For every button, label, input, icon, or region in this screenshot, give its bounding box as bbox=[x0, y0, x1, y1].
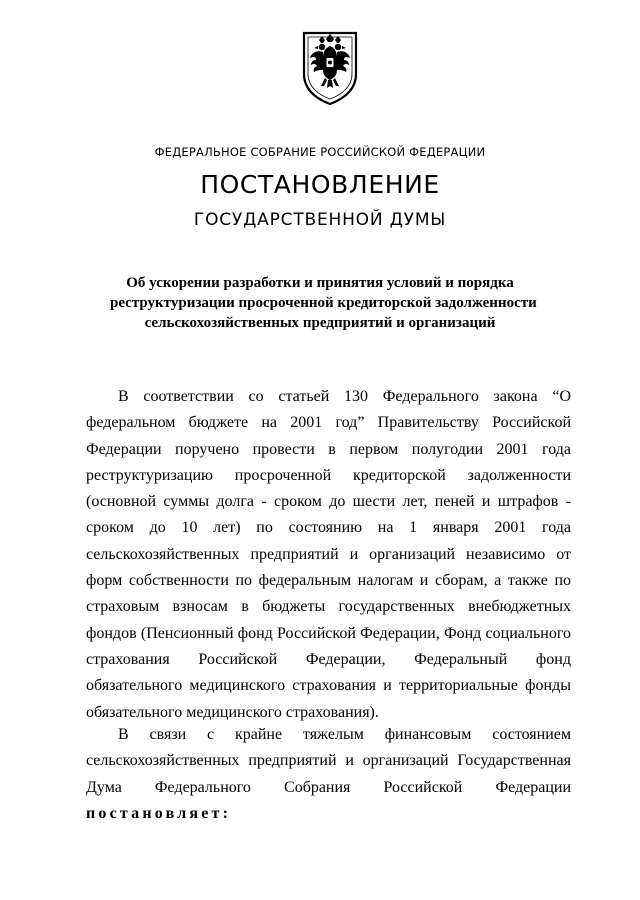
issuer-heading: ГОСУДАРСТВЕННОЙ ДУМЫ bbox=[193, 210, 447, 230]
text-line: обязательного медицинского страхования и территориальные фонды bbox=[86, 677, 571, 695]
russian-coat-of-arms-icon bbox=[301, 30, 359, 106]
subject-line: реструктуризации просроченной кредиторской задолженности bbox=[110, 295, 537, 311]
resolves-keyword: постановляет: bbox=[86, 804, 232, 822]
document-type-title: ПОСТАНОВЛЕНИЕ bbox=[200, 170, 440, 199]
text-line: реструктуризацию просроченной кредиторской задолженности bbox=[86, 466, 571, 484]
text-line: сельскохозяйственных предприятий и организаций Государственная bbox=[86, 752, 571, 770]
text-line: обязательного медицинского страхования). bbox=[86, 703, 379, 721]
text-line: Федерации поручено провести в первом полугодии 2001 года bbox=[86, 440, 571, 458]
body-paragraph-1 bbox=[86, 384, 571, 726]
resolution-subject bbox=[110, 273, 537, 333]
subject-line: Об ускорении разработки и принятия условий и порядка bbox=[126, 275, 514, 291]
text-line: федеральном бюджете на 2001 год” Правительству Российской bbox=[86, 414, 571, 432]
text-line: сельскохозяйственных предприятий и организаций независимо от bbox=[86, 545, 571, 563]
text-line: форм собственности по федеральным налогам и сборам, а также по bbox=[86, 572, 571, 590]
text-line: сроком до 10 лет) по состоянию на 1 января 2001 года bbox=[86, 519, 571, 537]
federal-assembly-heading: ФЕДЕРАЛЬНОЕ СОБРАНИЕ РОССИЙСКОЙ ФЕДЕРАЦИИ bbox=[154, 145, 486, 159]
text-line: фондов (Пенсионный фонд Российской Федерации, Фонд социального bbox=[86, 624, 571, 642]
text-line: Дума Федерального Собрания Российской Федерации bbox=[86, 778, 571, 796]
text-line: страхования Российской Федерации, Федеральный фонд bbox=[86, 650, 571, 668]
text-line: В соответствии со статьей 130 Федерального закона “О bbox=[118, 388, 571, 405]
text-line: В связи с крайне тяжелым финансовым состоянием bbox=[118, 726, 571, 743]
text-line: страховым взносам в бюджеты государственных внебюджетных bbox=[86, 598, 571, 616]
subject-line: сельскохозяйственных предприятий и организаций bbox=[144, 315, 496, 331]
text-line: (основной суммы долга - сроком до шести лет, пеней и штрафов - bbox=[86, 493, 571, 511]
body-paragraph-2 bbox=[86, 722, 571, 827]
